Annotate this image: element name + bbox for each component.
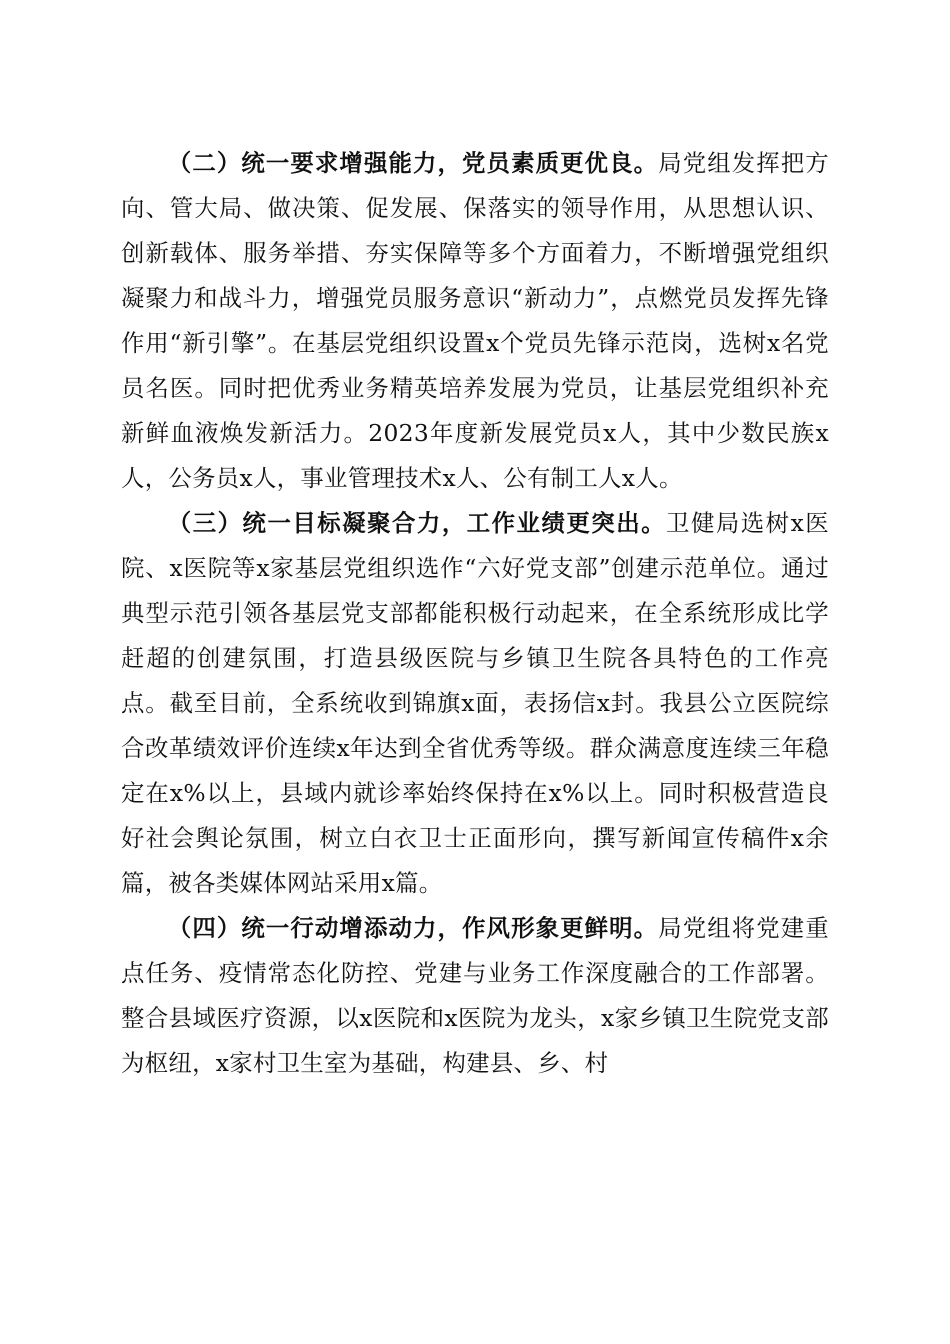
paragraph-body: 局党组发挥把方向、管大局、做决策、促发展、保落实的领导作用，从思想认识、创新载体、服务举措、夯实保障等多个方面着力，不断增强党组织凝聚力和战斗力，增强党员服务意识“新动力”，点燃党员发挥先锋作用“新引擎”。在基层党组织设置x个党员先锋示范岗，选树x名党员名医。同时把优秀业务精英培养发展为党员，让基层党组织补充新鲜血液焕发新活力。2023年度新发展党员x人，其中少数民族x人，公务员x人，事业管理技术x人、公有制工人x人。 [121,149,829,492]
paragraph-section-3 [121,501,829,906]
section-heading: （三）统一目标凝聚合力，工作业绩更突出。 [167,509,667,537]
section-heading: （二）统一要求增强能力，党员素质更优良。 [167,149,659,177]
paragraph-section-4 [121,906,829,1086]
paragraph-body: 局党组将党建重点任务、疫情常态化防控、党建与业务工作深度融合的工作部署。整合县域医疗资源，以x医院和x医院为龙头，x家乡镇卫生院党支部为枢纽，x家村卫生室为基础，构建县、乡、村 [121,914,829,1077]
paragraph-body: 卫健局选树x医院、x医院等x家基层党组织选作“六好党支部”创建示范单位。通过典型示范引领各基层党支部都能积极行动起来，在全系统形成比学赶超的创建氛围，打造县级医院与乡镇卫生院各具特色的工作亮点。截至目前，全系统收到锦旗x面，表扬信x封。我县公立医院综合改革绩效评价连续x年达到全省优秀等级。群众满意度连续三年稳定在x%以上，县域内就诊率始终保持在x%以上。同时积极营造良好社会舆论氛围，树立白衣卫士正面形向，撰写新闻宣传稿件x余篇，被各类媒体网站采用x篇。 [121,509,829,897]
section-heading: （四）统一行动增添动力，作风形象更鲜明。 [167,914,659,942]
paragraph-section-2 [121,141,829,501]
document-page [121,141,829,1086]
